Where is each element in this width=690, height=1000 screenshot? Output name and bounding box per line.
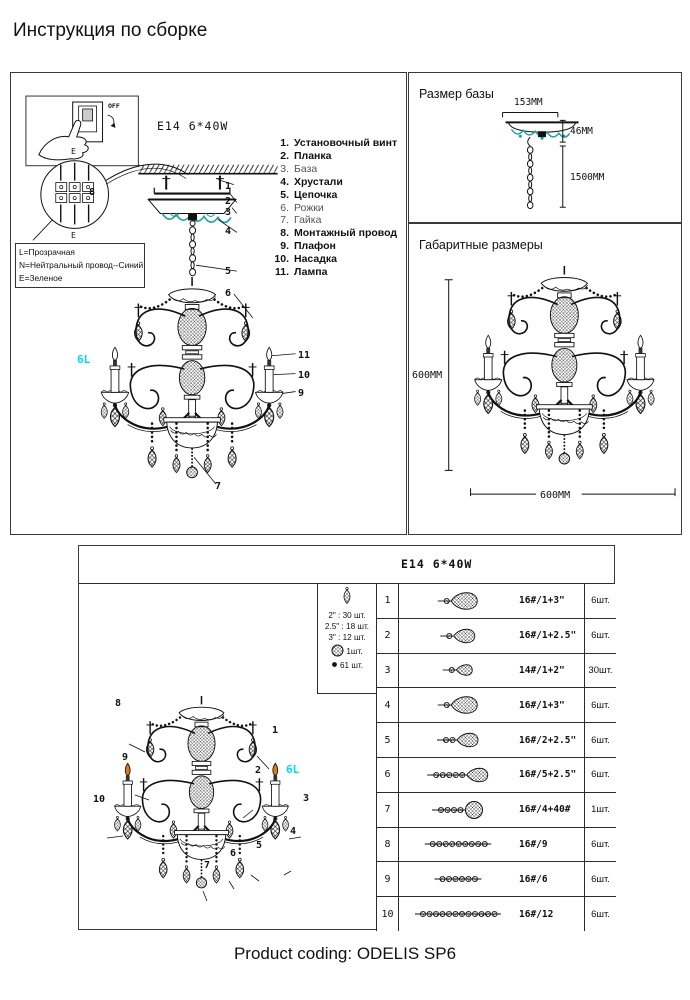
- crystal-strand-icon: [399, 831, 519, 857]
- callout-1: 1: [272, 725, 279, 736]
- callout-10: 10: [298, 370, 311, 381]
- row-quantity: 6шт.: [591, 908, 610, 920]
- row-description: [399, 688, 585, 722]
- row-number: 6: [377, 758, 399, 792]
- crystal-strand-icon: [399, 866, 519, 892]
- row-quantity: 6шт.: [591, 699, 610, 711]
- parts-list-item: 5. Цепочка: [280, 188, 338, 201]
- row-quantity: 6шт.: [591, 769, 610, 781]
- lamp-spec: E14 6*40W: [157, 119, 229, 133]
- parts-list-item: 7. Гайка: [280, 214, 322, 227]
- callout-6: 6: [230, 848, 237, 859]
- parts-table-row: [377, 793, 616, 828]
- parts-table-row: [377, 654, 616, 689]
- callout-8: 8: [89, 187, 96, 198]
- assembly-panel: [10, 72, 407, 535]
- chain-length-dim: 1500MM: [570, 172, 605, 183]
- base-height-dim: 46MM: [570, 126, 593, 137]
- crystal-strand-icon: [399, 727, 519, 753]
- row-code: 16#/1+3": [519, 595, 565, 607]
- row-number: 3: [377, 654, 399, 688]
- wire-legend-line: N=Нейтральный провод--Синий: [19, 260, 144, 270]
- row-description: [399, 758, 585, 792]
- page-title: Инструкция по сборке: [13, 20, 208, 41]
- wire-legend-line: L=Прозрачная: [19, 247, 75, 257]
- row-description: [399, 862, 585, 896]
- chandelier-drawing: [115, 696, 289, 888]
- table-lamp-spec: E14 6*40W: [401, 557, 473, 571]
- row-quantity: 1шт.: [591, 804, 610, 816]
- callout-10: 10: [93, 794, 106, 805]
- parts-list-item: 1. Установочный винт: [280, 137, 398, 149]
- row-number: 2: [377, 619, 399, 653]
- crystal-strand-icon: [399, 762, 519, 788]
- row-code: 16#/1+3": [519, 699, 565, 711]
- row-number: 9: [377, 862, 399, 896]
- terminal-earth-bottom-label: E: [71, 231, 76, 240]
- callout-6L: 6L: [77, 353, 91, 366]
- callout-9: 9: [298, 388, 305, 399]
- overall-height-dim: 600MM: [412, 370, 443, 381]
- row-quantity: 6шт.: [591, 734, 610, 746]
- crystal-parts-table: [376, 584, 616, 931]
- switch-off-label: OFF: [108, 102, 120, 110]
- callout-11: 11: [298, 350, 311, 361]
- row-code: 16#/4+40#: [519, 804, 571, 816]
- legend-row: 61 шт.: [331, 661, 363, 671]
- table-header: [79, 546, 614, 584]
- row-description: [399, 828, 585, 862]
- row-quantity: 6шт.: [591, 595, 610, 607]
- callout-6L: 6L: [286, 763, 300, 776]
- panel-title: Размер базы: [419, 87, 494, 101]
- row-description: [399, 793, 585, 827]
- row-description: [399, 654, 585, 688]
- row-code: 16#/2+2.5": [519, 734, 577, 746]
- legend-row: 3" : 12 шт.: [328, 633, 366, 642]
- row-quantity: 6шт.: [591, 630, 610, 642]
- wire-legend-line: E=Зеленое: [19, 273, 63, 283]
- parts-table-row: [377, 723, 616, 758]
- parts-list-item: 4. Хрустали: [280, 175, 343, 188]
- row-code: 16#/1+2.5": [519, 630, 577, 642]
- overall-size-panel: [408, 223, 682, 535]
- callout-4: 4: [290, 826, 297, 837]
- crystal-strand-icon: [399, 797, 519, 823]
- callout-5: 5: [256, 840, 263, 851]
- row-quantity: 30шт.: [588, 664, 613, 676]
- legend-row: 2.5" : 18 шт.: [324, 622, 370, 631]
- parts-table-row: [377, 897, 616, 931]
- callout-9: 9: [122, 752, 129, 763]
- row-quantity: 6шт.: [591, 838, 610, 850]
- crystal-icon: [340, 587, 354, 610]
- callout-2: 2: [225, 196, 232, 207]
- chain: [527, 147, 533, 209]
- parts-list-item: 6. Рожки: [280, 201, 324, 214]
- crystal-table-panel: [78, 545, 615, 930]
- ball-icon: [331, 644, 344, 660]
- row-number: 8: [377, 828, 399, 862]
- crystal-strand-icon: [399, 623, 519, 649]
- row-code: 16#/9: [519, 838, 548, 850]
- parts-list-item: 2. Планка: [280, 149, 332, 162]
- callout-3: 3: [303, 793, 310, 804]
- crystal-strand-icon: [399, 901, 519, 927]
- callout-4: 4: [225, 226, 232, 237]
- parts-table-row: [377, 862, 616, 897]
- assembly-callouts: [11, 73, 406, 534]
- callout-1: 1: [225, 181, 232, 192]
- parts-list-item: 10. Насадка: [274, 253, 337, 266]
- parts-list-item: 8. Монтажный провод: [280, 227, 398, 240]
- terminal-earth-top-label: E: [71, 147, 76, 156]
- callout-8: 8: [115, 698, 122, 709]
- overall-size-diagram: [409, 224, 681, 534]
- parts-table-row: [377, 828, 616, 863]
- row-number: 10: [377, 897, 399, 931]
- callout-7: 7: [215, 481, 222, 492]
- panel-title: Габаритные размеры: [419, 238, 543, 252]
- legend-row: 1шт.: [331, 644, 362, 660]
- crystal-size-legend: [317, 584, 376, 694]
- row-description: [399, 584, 585, 618]
- base-size-panel: [408, 72, 682, 223]
- parts-list-item: 3. База: [280, 162, 318, 175]
- legend-row: [340, 587, 354, 610]
- crystal-strand-icon: [399, 657, 519, 683]
- callout-3: 3: [225, 207, 232, 218]
- parts-table-row: [377, 758, 616, 793]
- crystal-strand-icon: [399, 588, 519, 614]
- row-code: 16#/6: [519, 873, 548, 885]
- crystal-strand-icon: [399, 692, 519, 718]
- parts-table-row: [377, 584, 616, 619]
- callout-5: 5: [225, 266, 232, 277]
- base-width-dim: 153MM: [514, 97, 543, 108]
- row-number: 1: [377, 584, 399, 618]
- row-number: 5: [377, 723, 399, 757]
- overall-width-dim: 600MM: [540, 490, 571, 501]
- row-description: [399, 619, 585, 653]
- parts-table-row: [377, 688, 616, 723]
- callout-6: 6: [225, 288, 232, 299]
- callout-7: 7: [204, 860, 211, 871]
- row-quantity: 6шт.: [591, 873, 610, 885]
- row-description: [399, 723, 585, 757]
- row-number: 7: [377, 793, 399, 827]
- parts-list-item: 11. Лампа: [274, 266, 328, 279]
- chandelier-drawing: [475, 266, 655, 464]
- parts-table-row: [377, 619, 616, 654]
- parts-list-item: 9. Плафон: [280, 240, 336, 253]
- product-coding: Product coding: ODELIS SP6: [233, 944, 457, 963]
- row-number: 4: [377, 688, 399, 722]
- callout-2: 2: [255, 765, 262, 776]
- row-code: 14#/1+2": [519, 664, 565, 676]
- legend-row: 2" : 30 шт.: [328, 611, 366, 620]
- row-code: 16#/12: [519, 908, 554, 920]
- bead-icon: [331, 661, 338, 671]
- row-description: [399, 897, 585, 931]
- row-code: 16#/5+2.5": [519, 769, 577, 781]
